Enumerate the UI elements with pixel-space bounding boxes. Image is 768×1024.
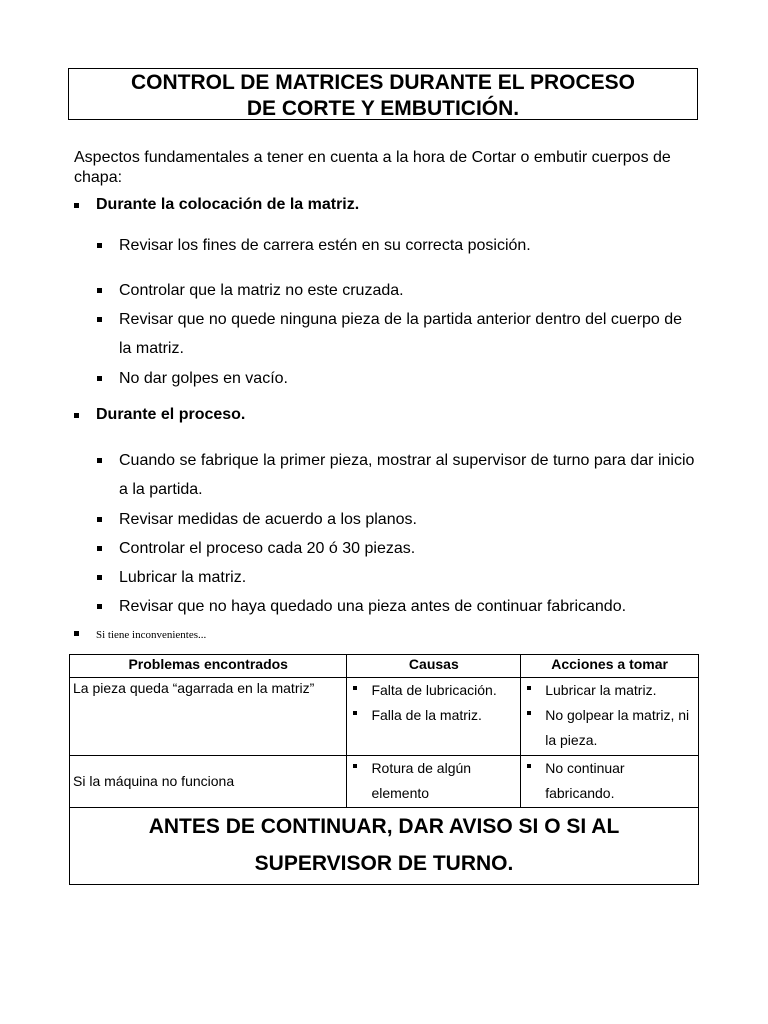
list-item [97, 231, 697, 260]
bullet-square-icon [527, 764, 531, 768]
action-text: No golpear la matriz, ni la pieza. [545, 707, 690, 748]
table-footer-row [70, 808, 699, 885]
list-item [97, 446, 697, 504]
actions-list [521, 756, 698, 806]
list-item-text: Cuando se fabrique la primer pieza, mostrar al supervisor de turno para dar inicio a la partida. [119, 452, 695, 498]
list-item-text: Revisar medidas de acuerdo a los planos. [119, 511, 417, 528]
note-text: Si tiene inconvenientes... [96, 629, 207, 641]
list-item [97, 505, 697, 534]
bullet-square-icon [97, 317, 102, 322]
intro-paragraph: Aspectos fundamentales a tener en cuenta a la hora de Cortar o embutir cuerpos de chapa: [74, 149, 671, 186]
list-item [521, 756, 698, 806]
bullet-square-icon [527, 711, 531, 715]
list-item [97, 276, 697, 305]
table-cell-problem [70, 756, 347, 808]
bullet-square-icon [97, 288, 102, 293]
warning-line-1: ANTES DE CONTINUAR, DAR AVISO SI O SI AL [148, 815, 620, 838]
list-item-text: Controlar el proceso cada 20 ó 30 piezas. [119, 540, 416, 557]
list-item-text: Revisar que no quede ninguna pieza de la partida anterior dentro del cuerpo de la matriz. [119, 311, 683, 357]
list-item [97, 364, 697, 393]
supervisor-warning [70, 808, 699, 885]
table-cell-problem [70, 678, 347, 756]
list-item [521, 678, 698, 703]
warning-line-2: SUPERVISOR DE TURNO. [254, 852, 514, 875]
list-item [347, 678, 520, 703]
list-item-text: Revisar los fines de carrera estén en su correcta posición. [119, 237, 531, 254]
bullet-square-icon [97, 458, 102, 463]
bullet-square-icon [74, 203, 79, 208]
problem-text: La pieza queda “agarrada en la matriz” [73, 680, 315, 696]
table-cell-causes [347, 756, 521, 808]
bullet-square-icon [97, 376, 102, 381]
actions-list [521, 678, 698, 753]
cause-text: Falla de la matriz. [371, 707, 482, 723]
causes-list [347, 678, 520, 728]
bullet-square-icon [527, 686, 531, 690]
list-item [347, 703, 520, 728]
list-item [97, 563, 697, 592]
list-item [97, 592, 697, 621]
list-item [97, 305, 697, 363]
cause-text: Falta de lubricación. [371, 682, 497, 698]
problems-table [69, 654, 699, 885]
title-line-1: CONTROL DE MATRICES DURANTE EL PROCESO [130, 71, 636, 94]
list-item [347, 756, 520, 806]
title-line-2: DE CORTE Y EMBUTICIÓN. [246, 97, 520, 120]
action-text: No continuar fabricando. [545, 760, 625, 801]
list-item [97, 534, 697, 563]
column-header-causas: Causas [347, 655, 521, 678]
table-cell-actions [521, 678, 699, 756]
section-heading-label: Durante el proceso. [96, 406, 246, 423]
list-item-text: Controlar que la matriz no este cruzada. [119, 282, 404, 299]
bullet-square-icon [97, 243, 102, 248]
inconvenientes-note [74, 628, 206, 642]
bullet-square-icon [74, 631, 79, 636]
bullet-square-icon [74, 413, 79, 418]
problem-text: Si la máquina no funciona [73, 773, 235, 789]
column-header-acciones: Acciones a tomar [521, 655, 699, 678]
bullet-square-icon [353, 711, 357, 715]
table-cell-causes [347, 678, 521, 756]
bullet-square-icon [353, 764, 357, 768]
list-item-text: Revisar que no haya quedado una pieza antes de continuar fabricando. [119, 598, 627, 615]
table-cell-actions [521, 756, 699, 808]
list-item-text: Lubricar la matriz. [119, 569, 247, 586]
table-row [70, 678, 699, 756]
causes-list [347, 756, 520, 806]
bullet-square-icon [97, 604, 102, 609]
section-heading-label: Durante la colocación de la matriz. [96, 196, 360, 213]
table-header-row [70, 655, 699, 678]
cause-text: Rotura de algún elemento [371, 760, 472, 801]
bullet-square-icon [353, 686, 357, 690]
column-header-problemas: Problemas encontrados [70, 655, 347, 678]
list-item-text: No dar golpes en vacío. [119, 370, 288, 387]
list-item [521, 703, 698, 753]
action-text: Lubricar la matriz. [545, 682, 657, 698]
document-title [68, 68, 698, 120]
bullet-square-icon [97, 546, 102, 551]
table-row [70, 756, 699, 808]
bullet-square-icon [97, 575, 102, 580]
bullet-square-icon [97, 517, 102, 522]
